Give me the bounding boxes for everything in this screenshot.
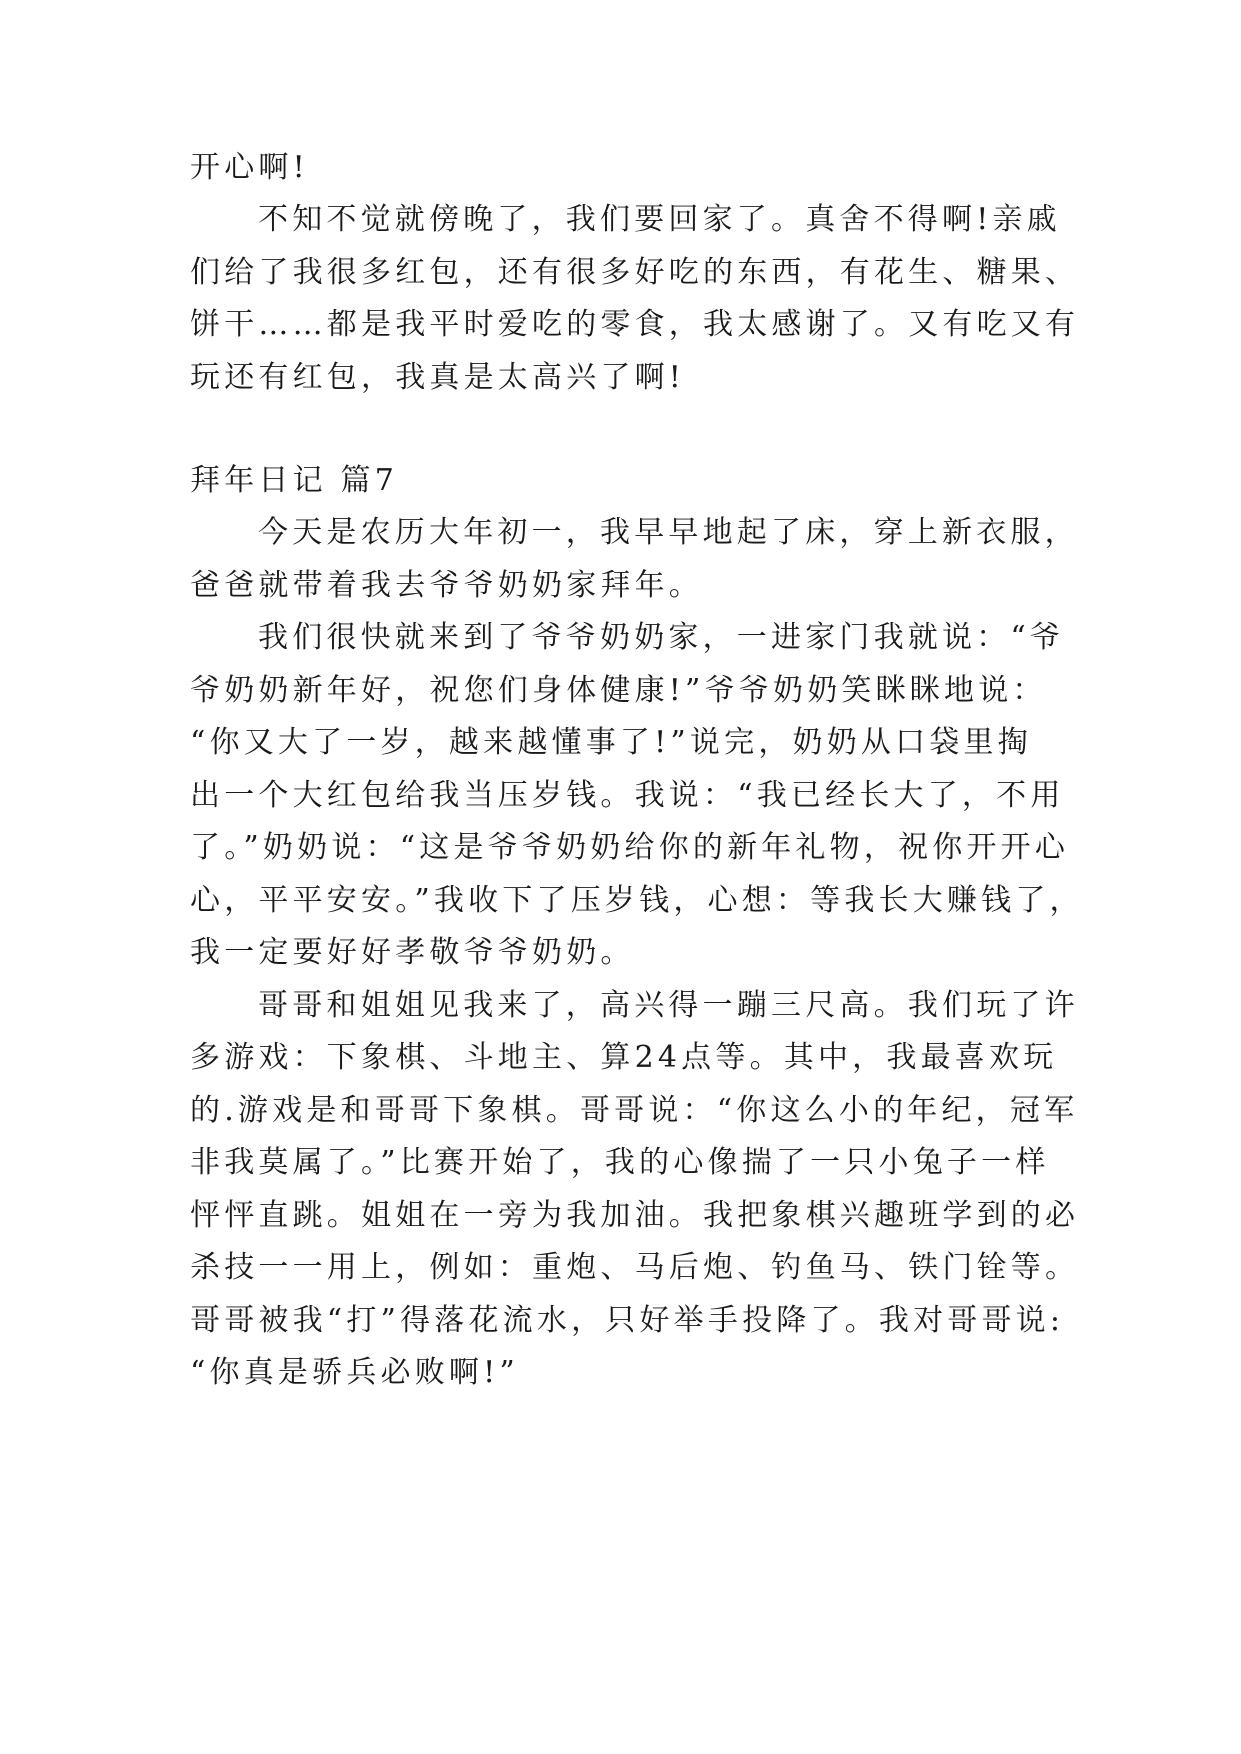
paragraph-line: “你又大了一岁，越来越懂事了!”说完，奶奶从口袋里掏	[190, 725, 1032, 760]
paragraph-line: 们给了我很多红包，还有很多好吃的东西，有花生、糖果、	[190, 255, 1080, 290]
paragraph-line: 爸爸就带着我去爷爷奶奶家拜年。	[190, 568, 703, 603]
paragraph-line: 不知不觉就傍晚了，我们要回家了。真舍不得啊!亲戚	[258, 202, 1061, 237]
paragraph-line: 非我莫属了。”比赛开始了，我的心像揣了一只小兔子一样	[190, 1145, 1050, 1180]
paragraph-line: 心，平平安安。”我收下了压岁钱，心想：等我长大赚钱了，	[190, 883, 1084, 918]
paragraph-line: 玩还有红包，我真是太高兴了啊!	[190, 360, 686, 395]
paragraph-line: 了。”奶奶说：“这是爷爷奶奶给你的新年礼物，祝你开开心	[190, 830, 1070, 865]
paragraph-line: 的.游戏是和哥哥下象棋。哥哥说：“你这么小的年纪，冠军	[190, 1093, 1079, 1128]
paragraph-line: 爷奶奶新年好，祝您们身体健康!”爷爷奶奶笑眯眯地说：	[190, 673, 1047, 708]
paragraph-line: 哥哥和姐姐见我来了，高兴得一蹦三尺高。我们玩了许	[258, 988, 1079, 1023]
paragraph-line: 开心啊!	[190, 150, 309, 185]
section-heading: 拜年日记 篇7	[190, 463, 399, 498]
paragraph-line: 饼干……都是我平时爱吃的零食，我太感谢了。又有吃又有	[190, 307, 1080, 342]
paragraph-line: 哥哥被我“打”得落花流水，只好举手投降了。我对哥哥说:	[190, 1303, 1065, 1338]
paragraph-line: 杀技一一用上，例如：重炮、马后炮、钓鱼马、铁门铨等。	[190, 1250, 1080, 1285]
paragraph-line: 今天是农历大年初一，我早早地起了床，穿上新衣服，	[258, 515, 1079, 550]
paragraph-line: 我们很快就来到了爷爷奶奶家，一进家门我就说：“爷	[258, 620, 1065, 655]
paragraph-line: 出一个大红包给我当压岁钱。我说：“我已经长大了，不用	[190, 778, 1065, 813]
paragraph-line: “你真是骄兵必败啊!”	[190, 1355, 519, 1390]
paragraph-line: 怦怦直跳。姐姐在一旁为我加油。我把象棋兴趣班学到的必	[190, 1198, 1080, 1233]
paragraph-line: 多游戏：下象棋、斗地主、算24点等。其中，我最喜欢玩	[190, 1040, 1058, 1075]
paragraph-line: 我一定要好好孝敬爷爷奶奶。	[190, 935, 635, 970]
